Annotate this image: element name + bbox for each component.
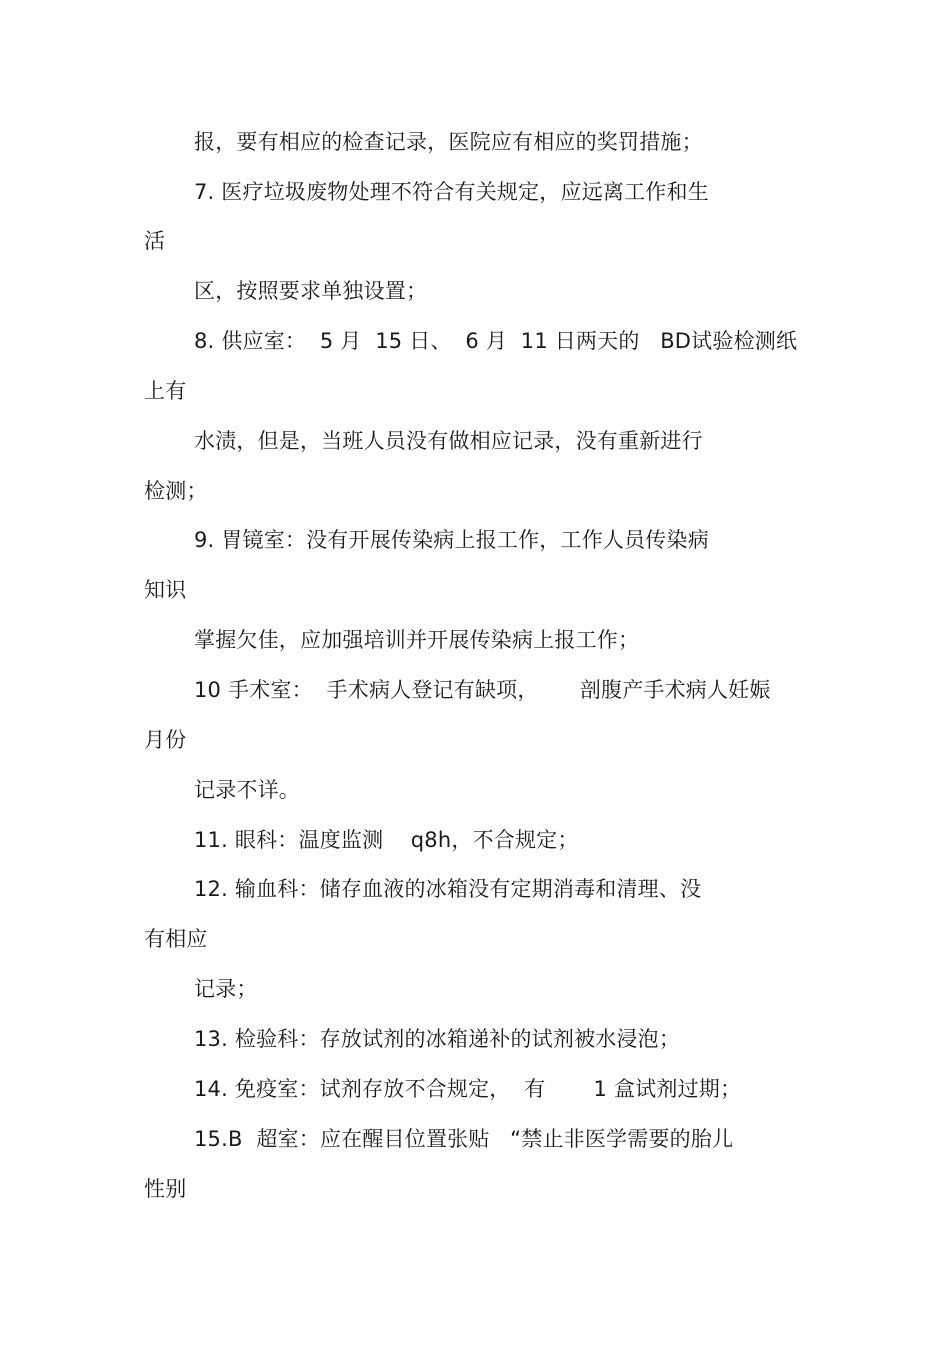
text-line: 上有	[144, 379, 187, 403]
text-line: 性别	[144, 1177, 187, 1201]
text-line: 记录不详。	[194, 778, 300, 802]
text-line: 检测；	[144, 479, 208, 503]
text-line: 报，要有相应的检查记录，医院应有相应的奖罚措施；	[194, 130, 703, 154]
text-line: 知识	[144, 578, 187, 602]
text-line: 14. 免疫室：试剂存放不合规定， 有 1 盒试剂过期；	[194, 1077, 742, 1101]
text-line: 15.B 超室：应在醒目位置张贴 “禁止非医学需要的胎儿	[194, 1127, 734, 1151]
text-line: 掌握欠佳，应加强培训并开展传染病上报工作；	[194, 628, 640, 652]
text-line: 活	[144, 229, 166, 253]
text-line: 10 手术室： 手术病人登记有缺项， 剖腹产手术病人妊娠	[194, 678, 771, 702]
text-line: 月份	[144, 728, 187, 752]
text-line: 13. 检验科：存放试剂的冰箱递补的试剂被水浸泡；	[194, 1027, 681, 1051]
text-line: 区，按照要求单独设置；	[194, 279, 428, 303]
text-line: 记录；	[194, 977, 258, 1001]
text-line: 9. 胃镜室：没有开展传染病上报工作，工作人员传染病	[194, 528, 709, 552]
text-line: 8. 供应室： 5 月 15 日、 6 月 11 日两天的 BD试验检测纸	[194, 329, 798, 353]
text-line: 12. 输血科：储存血液的冰箱没有定期消毒和清理、没	[194, 877, 702, 901]
text-line: 11. 眼科：温度监测 q8h，不合规定；	[194, 828, 579, 852]
text-line: 水渍，但是，当班人员没有做相应记录，没有重新进行	[194, 429, 703, 453]
text-line: 有相应	[144, 927, 208, 951]
text-line: 7. 医疗垃圾废物处理不符合有关规定，应远离工作和生	[194, 180, 709, 204]
